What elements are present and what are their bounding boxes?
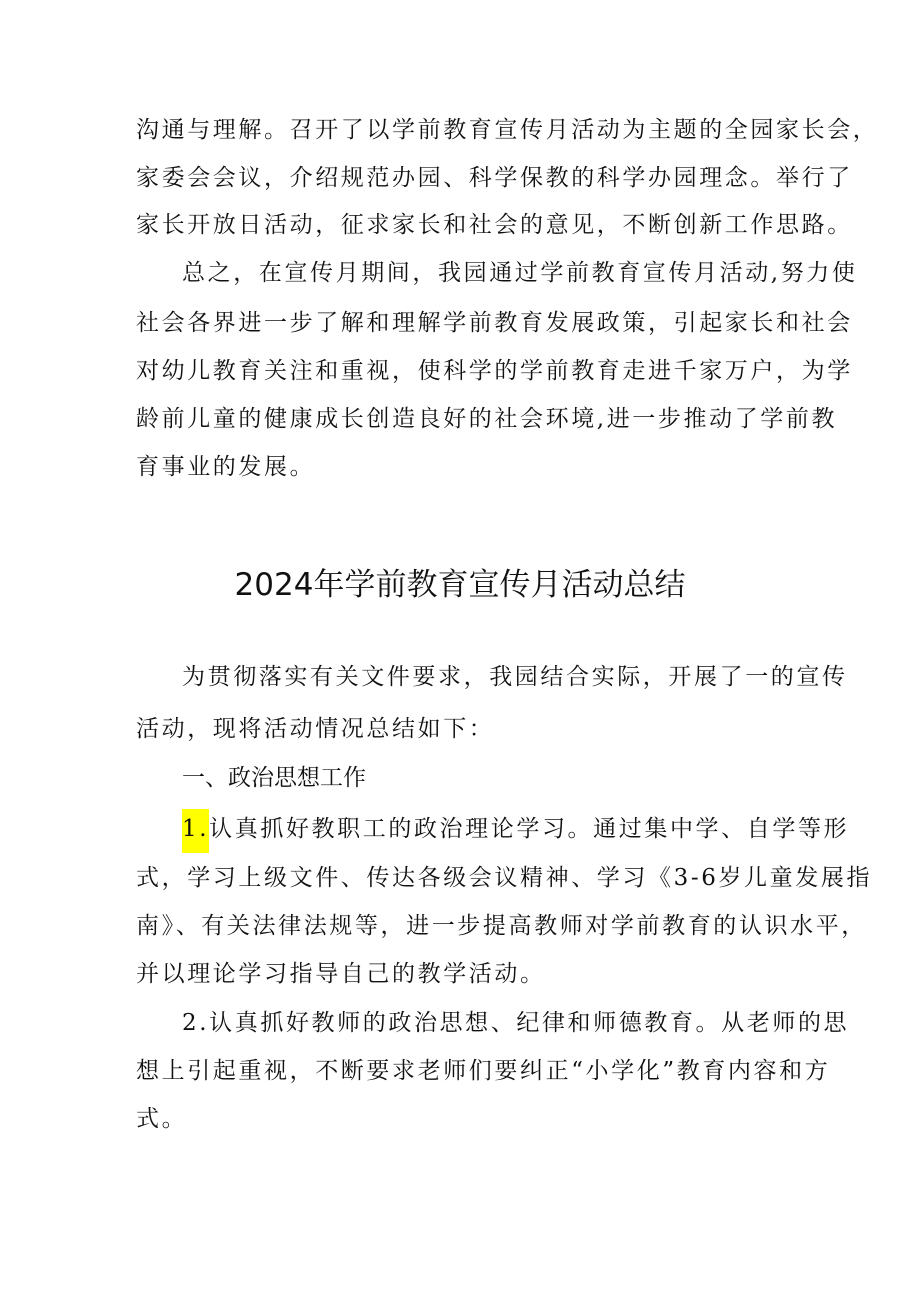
opening-line-1: 为贯彻落实有关文件要求，我园结合实际，开展了一的宣传: [182, 664, 848, 690]
summary-line-1: 总之，在宣传月期间，我园通过学前教育宣传月活动,努力使: [182, 260, 858, 286]
summary-line-3: 对幼儿教育关注和重视，使科学的学前教育走进千家万户，为学: [136, 358, 853, 384]
item1-line-3: 南》、有关法律法规等，进一步提高教师对学前教育的认识水平，: [136, 913, 867, 939]
intro-line-2: 家委会会议，介绍规范办园、科学保教的科学办园理念。举行了: [136, 165, 853, 191]
document-title: 2024年学前教育宣传月活动总结: [234, 567, 686, 603]
summary-line-2: 社会各界进一步了解和理解学前教育发展政策，引起家长和社会: [136, 310, 853, 336]
intro-line-3: 家长开放日活动，征求家长和社会的意见，不断创新工作思路。: [136, 212, 853, 238]
opening-line-2: 活动，现将活动情况总结如下：: [136, 716, 495, 742]
summary-line-4: 龄前儿童的健康成长创造良好的社会环境,进一步推动了学前教: [136, 406, 838, 432]
item1-line-4: 并以理论学习指导自己的教学活动。: [136, 961, 546, 987]
item2-line-3: 式。: [136, 1106, 188, 1132]
item1-line-1: [182, 813, 849, 845]
section-heading: 一、政治思想工作: [182, 765, 366, 791]
item1-line-2: 式，学习上级文件、传达各级会议精神、学习《3-6岁儿童发展指: [136, 865, 873, 891]
item2-line-2: 想上引起重视，不断要求老师们要纠正“小学化”教育内容和方: [136, 1058, 831, 1084]
item1-first-line-text: 认真抓好教职工的政治理论学习。通过集中学、自学等形: [209, 816, 850, 842]
item1-number-highlighted: 1.: [182, 809, 209, 853]
summary-line-5: 育事业的发展。: [136, 454, 316, 480]
item2-line-1: 2.认真抓好教师的政治思想、纪律和师德教育。从老师的思: [182, 1010, 850, 1036]
intro-line-1: 沟通与理解。召开了以学前教育宣传月活动为主题的全园家长会，: [136, 117, 879, 143]
